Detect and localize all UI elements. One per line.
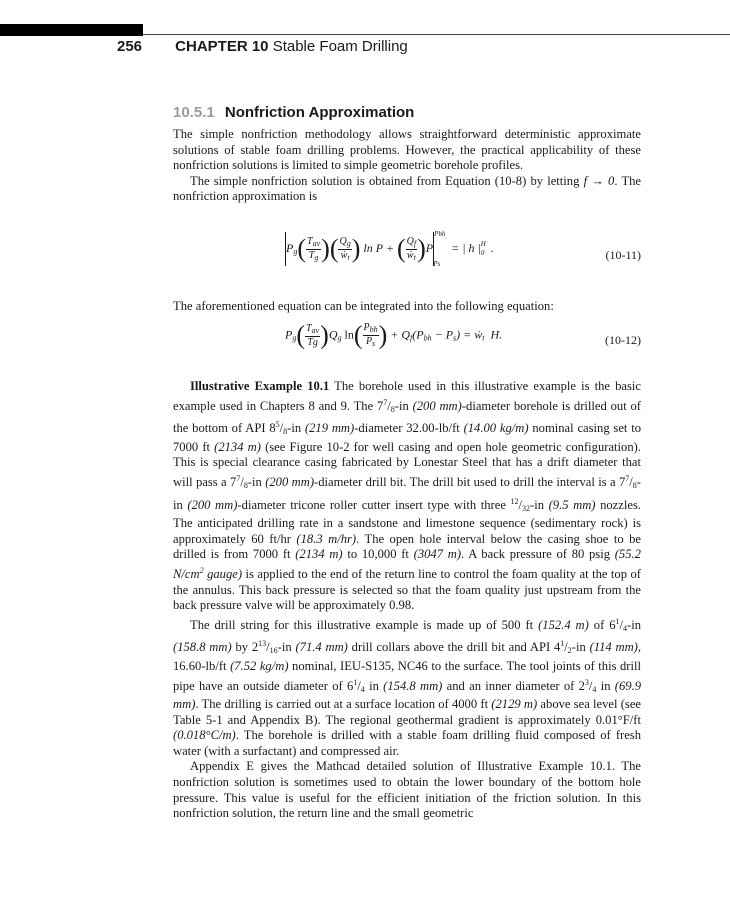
ex1-s42: 2 [199,565,204,575]
ex1-s43: gauge) [203,566,243,581]
ex1-s1: 7 [383,397,388,407]
ex1-s11: (219 mm) [304,421,355,436]
eq11-g: g [293,246,298,256]
ex1-s27: (200 mm) [187,497,238,512]
ex1-s22: -diameter drill bit. The drill bit used to drill the interval is a 7 [314,474,626,489]
ex1-s13: (14.00 kg/m) [463,421,529,436]
eq12-minus-sub: s [453,333,457,343]
eq11-rhs-lo: 0 [480,249,485,257]
eq11-lower: P [433,260,438,268]
ex1-s19: 8 [243,480,248,490]
ex1-s14: nominal casing set to 7000 ft [173,421,641,454]
chapter-title: Stable Foam Drilling [272,38,408,55]
eq12-Tg: Tg [307,337,318,348]
eq11-Q: Q [339,235,347,247]
ex2-s30: / [588,678,593,693]
example-label: Illustrative Example 10.1 [190,379,330,393]
eq12-rest-sub: f [410,333,413,343]
eq11-rhs-up: H [480,240,486,248]
eq11-t2: t [413,252,416,262]
eq12-Pbh: P [363,322,370,333]
eq11-T-den: T [308,249,315,261]
ex1-s5: (200 mm) [412,398,462,413]
example-paragraph-1 [173,379,641,614]
ex2-s5: 4 [623,623,627,633]
eq11-w2: ẇ [406,249,414,261]
ex2-s12: -in [277,640,296,655]
ex1-s26: -in [173,474,641,512]
ex1-s36: . The open hole interval below the casing shoe to be drilled is from 7000 ft [173,531,641,562]
eq11-Q2: Q [406,235,414,247]
eq11-upper: P [434,230,439,238]
ex1-s0: The borehole used in this illustrative example is the basic example used in Chapters 8 and 9. The 7 [173,379,641,413]
eq11-P: P [286,240,294,255]
ex2-s37: (0.018°C/m) [173,728,236,743]
eq11-g-den: g [314,252,319,262]
illustrative-example [173,379,641,822]
ex2-s33: (69.9 mm) [173,678,642,712]
ex1-s9: 8 [283,427,288,437]
eq12-Pg: P [285,327,293,342]
ex2-s22: nominal, IEU-S135, NC46 to the surface. The tool joints of this drill pipe have an outside diameter of 6 [173,658,641,693]
ex1-s21: (200 mm) [265,474,315,489]
ex1-s17: 7 [236,473,241,483]
ex2-s23: 1 [353,677,358,687]
ex2-s19: (114 mm) [589,640,638,655]
ex1-s6: -diameter borehole is drilled out of the bottom of API 8 [173,398,641,436]
ex2-s28: and an inner diameter of 2 [442,678,585,693]
eq12-rest: + Q [390,327,411,342]
ex1-s16: (see Figure 10-2 for well casing and open hole geometric configuration). This is special clearance casing fabricated by Lonestar Steel that has a drift diameter that will pass a 7 [173,439,641,489]
chapter-label: CHAPTER 10 [175,38,269,55]
eq12-minus: − P [434,327,454,342]
running-header [117,38,408,55]
eq12-g: g [292,333,297,343]
ex1-s33: (9.5 mm) [548,497,596,512]
ex2-s2: of 6 [588,617,616,632]
eq11-lnP: ln P + [363,240,394,255]
eq11-rhs: = | h | [451,240,481,255]
section-number: 10.5.1 [173,104,215,121]
intro-text [173,127,641,205]
ex1-s15: (2134 m) [214,439,261,454]
paragraph-3: The aforementioned equation can be integrated into the following equation: [173,299,554,313]
eq11-rhs-limits [481,236,491,262]
ex1-s28: -diameter tricone roller cutter insert type with three [237,497,511,512]
frac-Qg-wt [338,236,351,263]
example-paragraph-2 [173,614,641,760]
eq12-T: T [306,323,312,334]
eq11-av: av [312,238,321,248]
page-number: 256 [117,38,143,55]
frac-Qf-wt [406,236,417,263]
paragraph-2 [173,174,641,205]
paragraph-2-a: The simple nonfriction solution is obtained from Equation (10-8) by letting [190,173,580,188]
ex1-s12: -diameter 32.00-lb/ft [354,421,464,436]
section-heading [173,104,414,121]
ex1-s10: -in [287,421,305,436]
eq11-P2: P [425,240,434,255]
ex2-s34: . The drilling is carried out at a surface location of 4000 ft [195,697,492,712]
ex2-s36: above sea level (see Table 5-1 and Appendix B). The regional geothermal gradient is approximately 0.01°F/ft [173,697,641,727]
ex1-s4: -in [394,398,413,413]
ex1-s20: -in [247,474,266,489]
ex2-s32: in [596,678,615,693]
ex1-s31: 32 [522,503,531,513]
ex2-s20: , 16.60-lb/ft [173,640,642,673]
ex2-s31: 4 [592,684,597,694]
equation-10-12: $P_g$( $\frac{T_{av}}{Tg}$ )$Q_g$ ln( $\frac{P_{bh}}{P_s}$ ) + $Q_f(P_{bh} - P_s)$ = ẇ$_t$ H. (10-12) [285,320,641,350]
ex1-s34: nozzles. The anticipated drilling rate in a sandstone and limestone sequence (sedimentary rock) is approximately 60 ft/hr [173,497,641,546]
section-title: Nonfriction Approximation [224,104,415,121]
ex1-s30: / [518,497,523,512]
header-rule-line [143,34,730,35]
ex2-s24: / [357,678,361,693]
ex1-s8: / [279,421,284,436]
ex1-s38: to 10,000 ft [342,547,414,562]
ex2-s8: by 2 [231,640,259,655]
eq11-lower-sub: s [437,260,441,268]
eq11-T-num: T [307,235,313,247]
ex1-s18: / [240,474,244,489]
eq12-frac-T [305,323,320,348]
ex2-s21: (7.52 kg/m) [230,658,289,673]
ex2-s10: / [266,640,270,655]
ex2-s16: / [564,640,568,655]
ex2-s25: 4 [360,684,365,694]
eq12-s: s [372,339,376,348]
eq11-w: ẇ [340,249,348,261]
eq12-ln: ln [344,327,354,342]
ex1-s41: (55.2 N/cm [173,547,641,581]
eq11-g2: g [346,238,351,248]
equation-10-11: $P_g$( $\frac{T_{av}}{T_g}$ )( $\frac{Q_g}{ẇ_t}$ ) ln P + ( $\frac{Q_f}{ẇ_t}$ )PPbhPs = | h |H0 . (10-11) [286,230,641,268]
ex2-s35: (2129 m) [491,697,538,712]
equation-number-10-12: (10-12) [605,333,641,347]
ex2-s18: -in [571,640,590,655]
ex2-s9: 13 [258,639,267,649]
ex1-s44: is applied to the end of the return line to control the foam quality at the top of the annulus. This back pressure is selected so that the foam quality just upstream from the back pressure valve will be approximately 0.98. [173,566,641,613]
eq12-Q: Q [328,327,338,342]
ex1-s29: 12 [510,496,519,506]
ex1-s23: 7 [625,473,630,483]
ex2-s38: . The borehole is drilled with a stable foam drilling fluid composed of fresh water (with a surfactant) and compressed air. [173,728,641,758]
ex2-s1: (152.4 m) [538,617,589,632]
paragraph-2-b: . The nonfriction approximation is [173,173,642,204]
ex2-s27: (154.8 mm) [383,678,443,693]
eq12-bh: bh [369,325,378,334]
ex1-s40: . A back pressure of 80 psig [461,547,615,562]
ex2-s3: 1 [615,616,620,626]
f-limit: f → 0 [583,173,615,188]
ex2-s6: -in [627,617,641,632]
ex2-s13: (71.4 mm) [295,640,348,655]
eq12-eq: ) = ẇ [456,327,483,342]
header-rule-block [0,24,143,36]
eq12-frac-P [363,322,379,349]
ex2-s17: 2 [567,646,572,656]
eq12-Qg-sub: g [337,333,342,343]
eq11-upper-sub: bh [438,230,446,238]
eq12-Ps: P [365,336,373,347]
eq11-f: f [413,238,417,248]
eq12-tail: (P [412,327,424,342]
equation-number-10-11: (10-11) [605,248,641,262]
ex1-s7: 5 [275,420,280,430]
eq12-tail-sub: bh [423,333,432,343]
frac-Tav-Tg [306,236,321,263]
eval-limits [433,230,448,268]
ex2-s4: / [619,617,623,632]
eq12-eq-sub: t [482,333,485,343]
paren: ( [297,234,307,263]
ex1-s39: (3047 m) [413,547,462,562]
ex2-s7: (158.8 mm) [173,640,232,655]
eq12-H: H. [490,327,503,342]
ex2-s11: 16 [269,646,278,656]
ex1-s37: (2134 m) [295,547,343,562]
ex1-s25: 8 [632,480,637,490]
ex2-s0: The drill string for this illustrative example is made up of 500 ft [190,617,539,632]
ex1-s32: -in [530,497,549,512]
ex2-s26: in [364,678,384,693]
eq12-av: av [311,326,320,335]
ex1-s2: / [387,398,391,413]
example-paragraph-3: Appendix E gives the Mathcad detailed solution of Illustrative Example 10.1. The nonfriction solution is sometimes used to obtain the lower boundary of the bottom hole pressure. This value is useful for the efficient initiation of the friction solution. In this nonfriction solution, the return line and the small geometric [173,759,641,821]
ex2-s29: 3 [584,677,589,687]
ex2-s14: drill collars above the drill bit and API 4 [347,640,561,655]
paragraph-1: The simple nonfriction methodology allows straightforward deterministic approximate solutions of stable foam drilling problems. However, the practical applicability of these nonfriction solutions is limited to simple geometric borehole profiles. [173,127,641,173]
eq11-t: t [347,252,350,262]
ex2-s15: 1 [560,639,565,649]
ex1-s24: / [629,474,633,489]
ex1-s35: (18.3 m/hr) [296,531,357,546]
ex1-s3: 8 [390,404,395,414]
